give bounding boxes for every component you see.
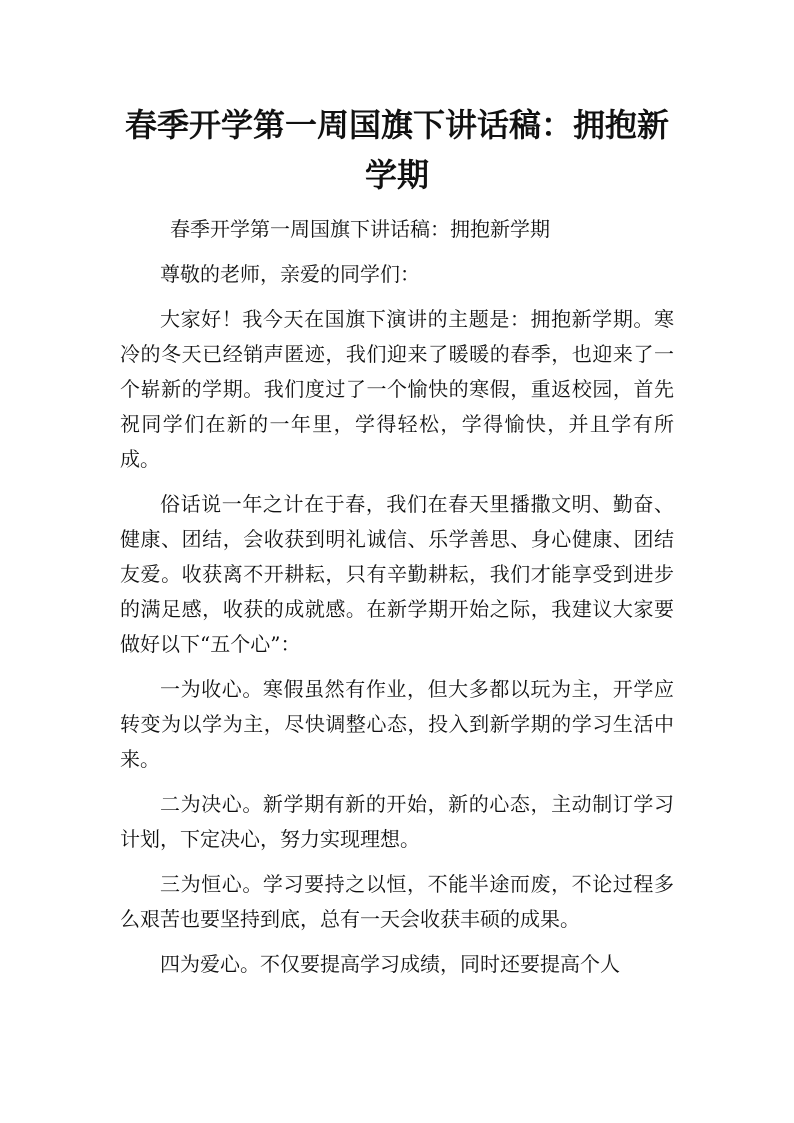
paragraph-point-3: 三为恒心。学习要持之以恒，不能半途而废，不论过程多么艰苦也要坚持到底，总有一天会收获丰硕的成果。 bbox=[120, 872, 674, 931]
paragraph-subtitle: 春季开学第一周国旗下讲话稿：拥抱新学期 bbox=[170, 217, 550, 241]
paragraph-greeting: 大家好！我今天在国旗下演讲的主题是：拥抱新学期。寒冷的冬天已经销声匿迹，我们迎来了暖暖的春季，也迎来了一个崭新的学期。我们度过了一个愉快的寒假，重返校园，首先祝同学们在新的一年里，学得轻松，学得愉快，并且学有所成。 bbox=[120, 307, 674, 471]
paragraph-point-1: 一为收心。寒假虽然有作业，但大多都以玩为主，开学应转变为以学为主，尽快调整心态，投入到新学期的学习生活中来。 bbox=[120, 677, 674, 771]
paragraph-point-2: 二为决心。新学期有新的开始，新的心态，主动制订学习计划，下定决心，努力实现理想。 bbox=[120, 792, 674, 851]
paragraph-salutation: 尊敬的老师，亲爱的同学们： bbox=[160, 262, 420, 286]
document-body bbox=[120, 212, 674, 982]
document-title: 春季开学第一周国旗下讲话稿：拥抱新学期 bbox=[124, 106, 669, 194]
paragraph-spring: 俗话说一年之计在于春，我们在春天里播撒文明、勤奋、健康、团结，会收获到明礼诚信、乐学善思、身心健康、团结友爱。收获离不开耕耘，只有辛勤耕耘，我们才能享受到进步的满足感，收获的成就感。在新学期开始之际，我建议大家要做好以下“五个心”： bbox=[120, 492, 674, 656]
paragraph-point-4: 四为爱心。不仅要提高学习成绩，同时还要提高个人 bbox=[160, 952, 620, 976]
